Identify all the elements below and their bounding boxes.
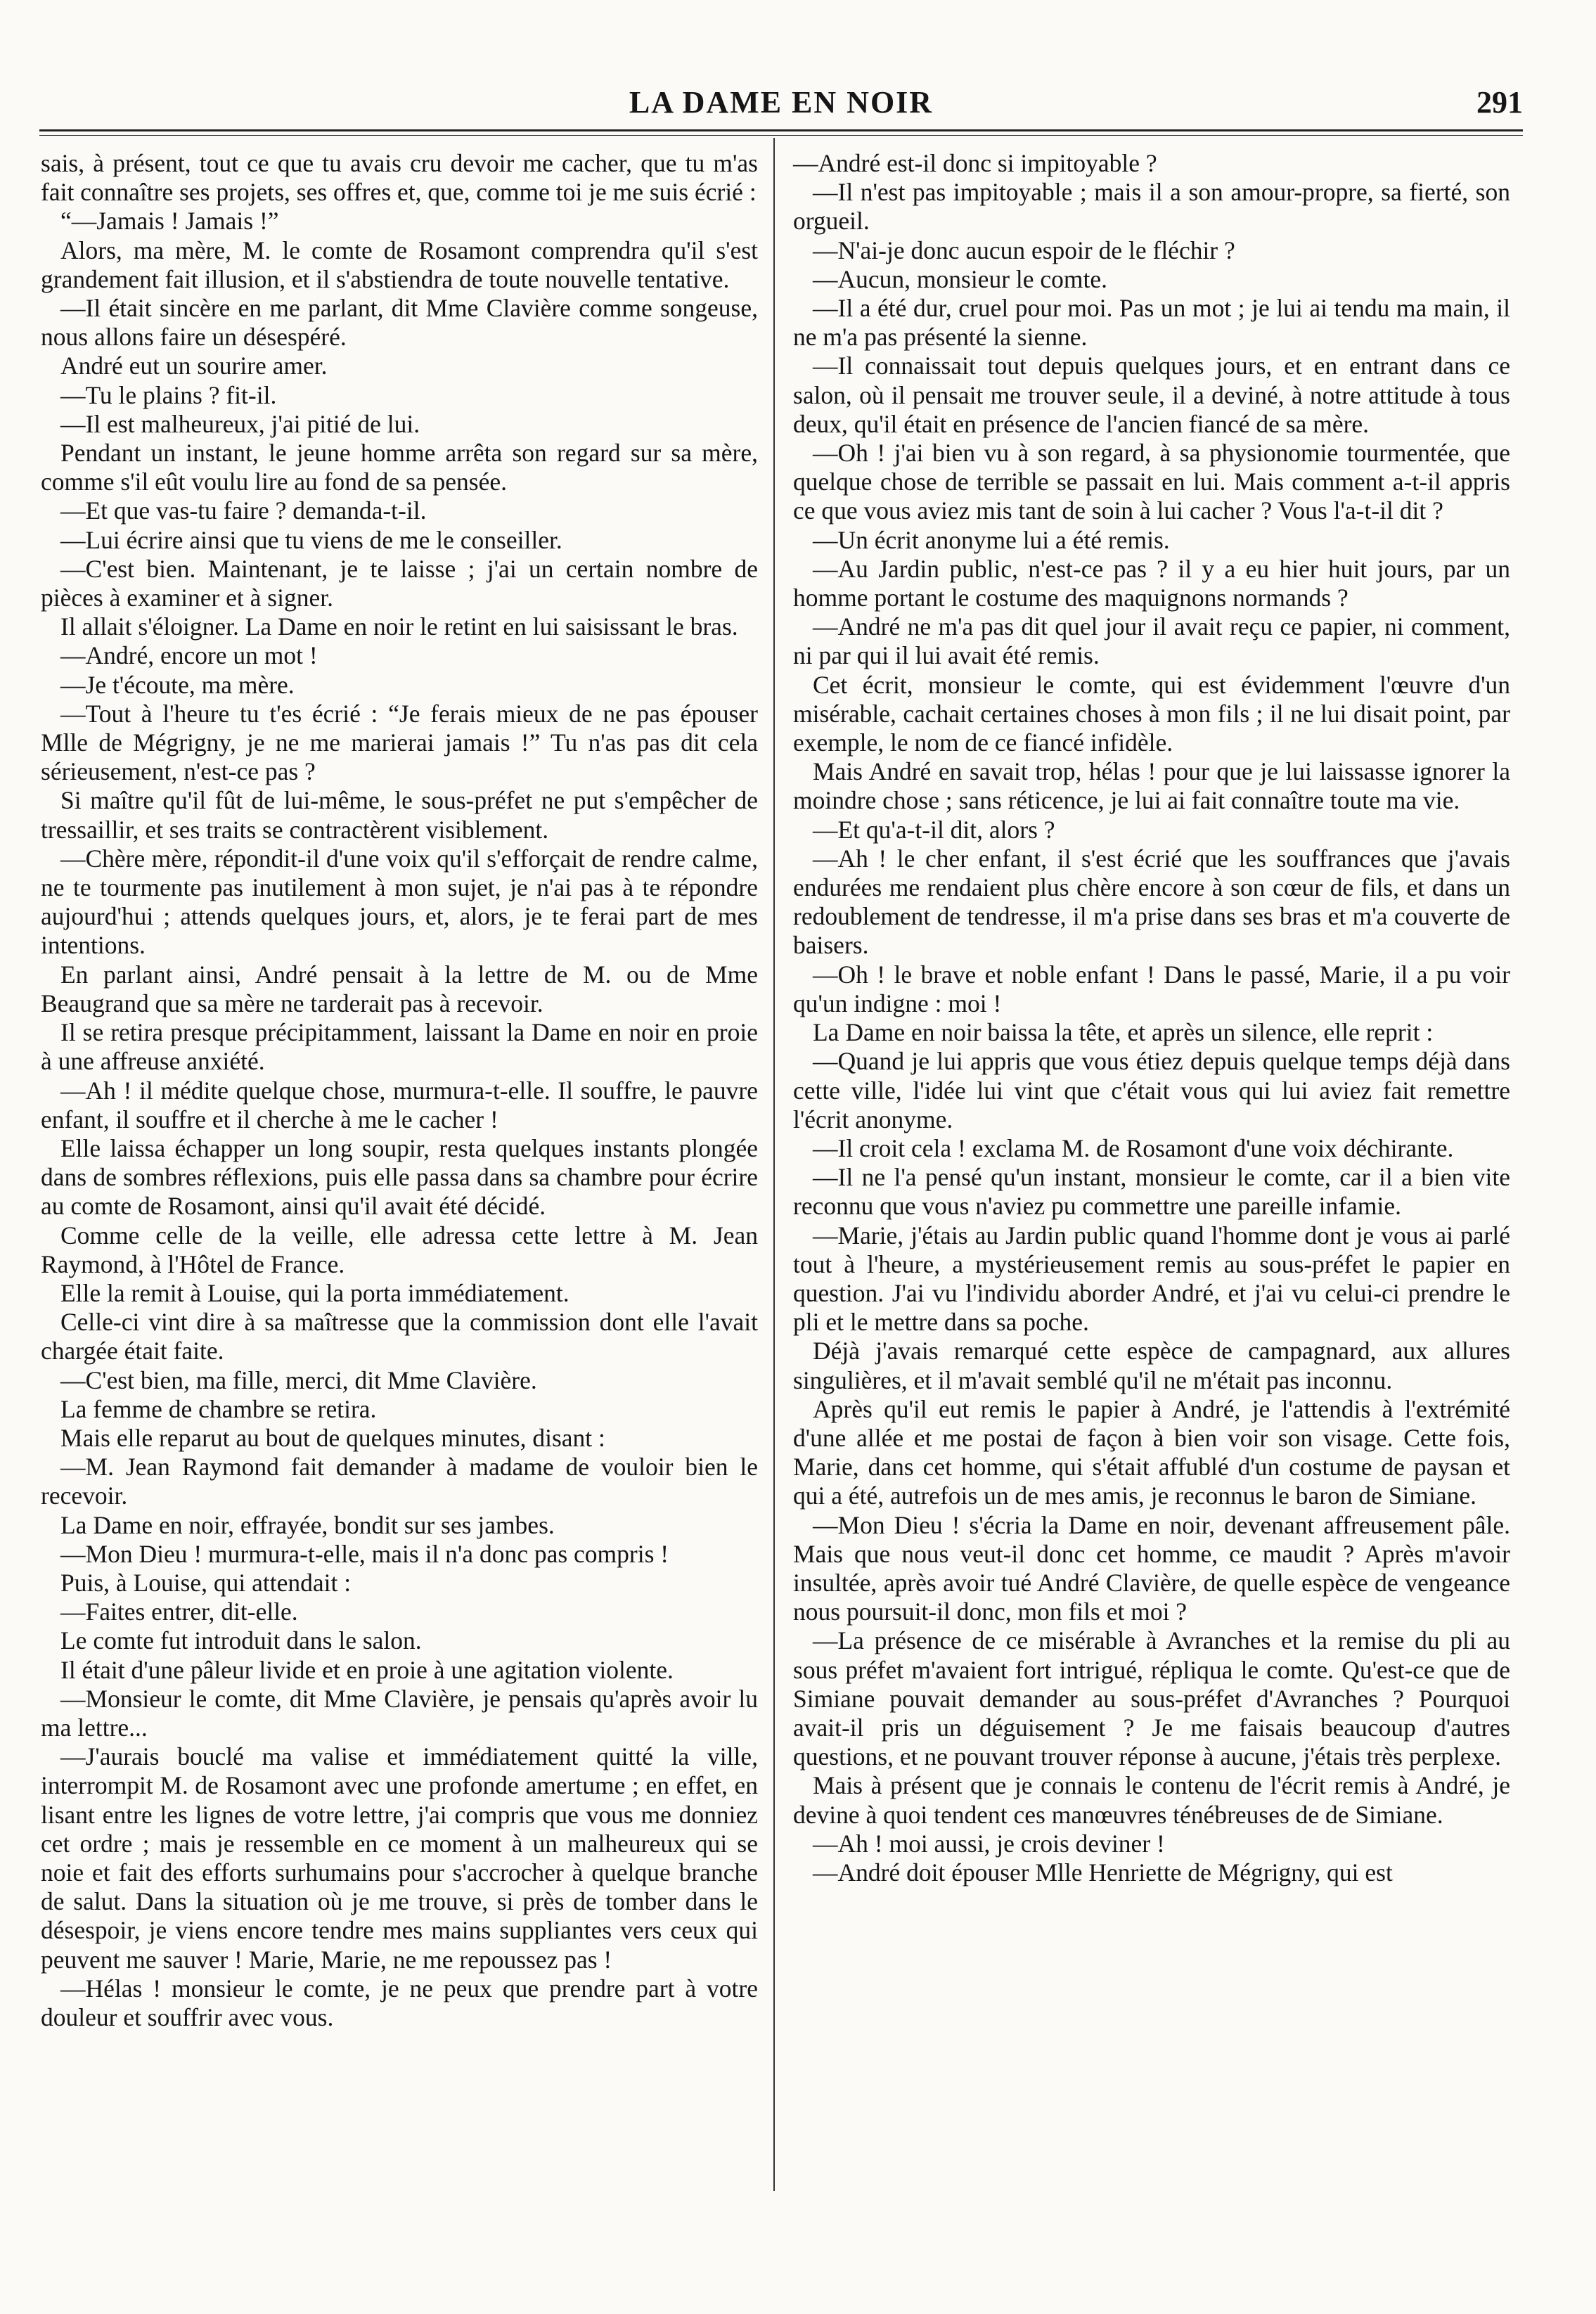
paragraph: —Monsieur le comte, dit Mme Clavière, je pensais qu'après avoir lu ma lettre... [41, 1684, 758, 1742]
paragraph: —Hélas ! monsieur le comte, je ne peux que prendre part à votre douleur et souffrir avec vous. [41, 1974, 758, 2031]
paragraph: Après qu'il eut remis le papier à André, je l'attendis à l'extrémité d'une allée et me postai de façon à bien voir son visage. Cette fois, Marie, dans cet homme, qui s'était affublé d'un costume de paysan et qui a été, autrefois un de mes amis, je reconnus le baron de Simiane. [793, 1394, 1510, 1510]
right-column [793, 149, 1510, 1887]
paragraph: —Au Jardin public, n'est-ce pas ? il y a eu hier huit jours, par un homme portant le costume des maquignons normands ? [793, 554, 1510, 612]
paragraph: Elle laissa échapper un long soupir, resta quelques instants plongée dans de sombres réflexions, puis elle passa dans sa chambre pour écrire au comte de Rosamont, ainsi qu'il avait été décidé. [41, 1133, 758, 1221]
paragraph: —Il croit cela ! exclama M. de Rosamont d'une voix déchirante. [813, 1133, 1454, 1162]
paragraph: —Oh ! le brave et noble enfant ! Dans le passé, Marie, il a pu voir qu'un indigne : moi ! [793, 960, 1510, 1017]
paragraph: —Quand je lui appris que vous étiez depuis quelque temps déjà dans cette ville, l'idée lui vint que c'était vous qui lui aviez fait remettre l'écrit anonyme. [793, 1047, 1510, 1133]
paragraph: —André est-il donc si impitoyable ? [793, 149, 1157, 177]
paragraph: La femme de chambre se retira. [60, 1394, 377, 1423]
paragraph: —Il ne l'a pensé qu'un instant, monsieur le comte, car il a bien vite reconnu que vous n'aviez pu commettre une pareille infamie. [793, 1163, 1510, 1221]
page-number: 291 [1476, 85, 1523, 120]
paragraph: —Tout à l'heure tu t'es écrié : “Je ferais mieux de ne pas épouser Mlle de Mégrigny, je ne me marierai jamais !” Tu n'as pas dit cela sérieusement, n'est-ce pas ? [41, 699, 758, 786]
paragraph: —Et qu'a-t-il dit, alors ? [813, 815, 1055, 844]
left-column [41, 149, 758, 2032]
paragraph: —Lui écrire ainsi que tu viens de me le conseiller. [60, 525, 562, 554]
paragraph: —C'est bien. Maintenant, je te laisse ; j'ai un certain nombre de pièces à examiner et à signer. [41, 554, 758, 612]
paragraph: —Il était sincère en me parlant, dit Mme Clavière comme songeuse, nous allons faire un désespéré. [41, 294, 758, 352]
header-rule [39, 129, 1523, 131]
paragraph: Cet écrit, monsieur le comte, qui est évidemment l'œuvre d'un misérable, cachait certaines choses à mon fils ; il ne lui disait point, par exemple, le nom de ce fiancé infidèle. [793, 670, 1510, 757]
paragraph: Pendant un instant, le jeune homme arrêta son regard sur sa mère, comme s'il eût voulu lire au fond de sa pensée. [41, 439, 758, 496]
paragraph: —M. Jean Raymond fait demander à madame de vouloir bien le recevoir. [41, 1453, 758, 1510]
page-header [39, 84, 1523, 134]
paragraph: —Faites entrer, dit-elle. [60, 1598, 298, 1626]
paragraph: —J'aurais bouclé ma valise et immédiatement quitté la ville, interrompit M. de Rosamont avec une profonde amertume ; en effet, en lisant entre les lignes de votre lettre, j'ai compris que vous me donniez cet ordre ; mais je ressemble en ce moment à un malheureux qui se noie et fait des efforts surhumains pour s'accrocher à quelque branche de salut. Dans la situation où je me trouve, si près de tomber dans le désespoir, je viens encore tendre mes mains suppliantes vers ceux qui peuvent me sauver ! Marie, Marie, ne me repoussez pas ! [41, 1742, 758, 1974]
paragraph: Puis, à Louise, qui attendait : [60, 1568, 352, 1597]
paragraph: —Chère mère, répondit-il d'une voix qu'il s'efforçait de rendre calme, ne te tourmente pas inutilement à mon sujet, je n'ai pas à te répondre aujourd'hui ; attends quelques jours, et, alors, je te ferai part de mes intentions. [41, 844, 758, 960]
paragraph: Il allait s'éloigner. La Dame en noir le retint en lui saisissant le bras. [60, 612, 738, 641]
paragraph: Il se retira presque précipitamment, laissant la Dame en noir en proie à une affreuse anxiété. [41, 1018, 758, 1076]
paragraph: —Tu le plains ? fit-il. [60, 380, 277, 409]
paragraph: —N'ai-je donc aucun espoir de le fléchir ? [813, 236, 1235, 264]
paragraph: —Mon Dieu ! murmura-t-elle, mais il n'a donc pas compris ! [60, 1539, 669, 1568]
paragraph: Alors, ma mère, M. le comte de Rosamont comprendra qu'il s'est grandement fait illusion, et il s'abstiendra de toute nouvelle tentative. [41, 236, 758, 293]
paragraph: —Ah ! le cher enfant, il s'est écrié que les souffrances que j'avais endurées me rendaient plus chère encore à son cœur de fils, et dans un redoublement de tendresse, il m'a prise dans ses bras et m'a couverte de baisers. [793, 844, 1510, 960]
paragraph: —Je t'écoute, ma mère. [60, 670, 295, 699]
paragraph: “—Jamais ! Jamais !” [60, 207, 279, 236]
column-divider [773, 138, 775, 2191]
paragraph: —Oh ! j'ai bien vu à son regard, à sa physionomie tourmentée, que quelque chose de terrible se passait en lui. Mais comment a-t-il appris ce que vous aviez mis tant de soin à lui cacher ? Vous l'a-t-il dit ? [793, 439, 1510, 525]
paragraph: —Et que vas-tu faire ? demanda-t-il. [60, 496, 427, 525]
paragraph: —Un écrit anonyme lui a été remis. [813, 525, 1170, 554]
paragraph: —André ne m'a pas dit quel jour il avait reçu ce papier, ni comment, ni par qui il lui avait été remis. [793, 612, 1510, 670]
paragraph: Si maître qu'il fût de lui-même, le sous-préfet ne put s'empêcher de tressaillir, et ses traits se contractèrent visiblement. [41, 786, 758, 844]
paragraph: —Ah ! il médite quelque chose, murmura-t-elle. Il souffre, le pauvre enfant, il souffre et il cherche à me le cacher ! [41, 1076, 758, 1133]
paragraph: Mais André en savait trop, hélas ! pour que je lui laissasse ignorer la moindre chose ; sans réticence, je lui ai fait connaître toute ma vie. [793, 757, 1510, 815]
paragraph: Comme celle de la veille, elle adressa cette lettre à M. Jean Raymond, à l'Hôtel de France. [41, 1221, 758, 1278]
paragraph: —La présence de ce misérable à Avranches et la remise du pli au sous préfet m'avaient fort intrigué, répliqua le comte. Qu'est-ce que de Simiane pouvait demander au sous-préfet d'Avranches ? Pourquoi avait-il pris un déguisement ? Je me faisais beaucoup d'autres questions, et ne pouvant trouver réponse à aucune, j'étais très perplexe. [793, 1626, 1510, 1771]
paragraph: —C'est bien, ma fille, merci, dit Mme Clavière. [60, 1365, 537, 1394]
paragraph: —Aucun, monsieur le comte. [813, 264, 1107, 293]
paragraph: —Il est malheureux, j'ai pitié de lui. [60, 409, 420, 438]
paragraph: —Il connaissait tout depuis quelques jours, et en entrant dans ce salon, où il pensait me trouver seule, il a deviné, à notre attitude à tous deux, qu'il était en présence de l'ancien fiancé de sa mère. [793, 352, 1510, 438]
paragraph: —André doit épouser Mlle Henriette de Mégrigny, qui est [813, 1858, 1393, 1886]
paragraph: En parlant ainsi, André pensait à la lettre de M. ou de Mme Beaugrand que sa mère ne tarderait pas à recevoir. [41, 960, 758, 1017]
header-rule-thin [39, 135, 1523, 136]
paragraph: —André, encore un mot ! [60, 641, 318, 670]
paragraph: Elle la remit à Louise, qui la porta immédiatement. [60, 1278, 569, 1307]
paragraph: La Dame en noir baissa la tête, et après un silence, elle reprit : [813, 1018, 1434, 1047]
paragraph: —Mon Dieu ! s'écria la Dame en noir, devenant affreusement pâle. Mais que nous veut-il donc cet homme, ce maudit ? Après m'avoir insultée, après avoir tué André Clavière, de quelle espèce de vengeance nous poursuit-il donc, mon fils et moi ? [793, 1510, 1510, 1626]
paragraph: —Ah ! moi aussi, je crois deviner ! [813, 1829, 1165, 1858]
paragraph: La Dame en noir, effrayée, bondit sur ses jambes. [60, 1510, 555, 1539]
paragraph: André eut un sourire amer. [60, 352, 328, 380]
paragraph: —Il n'est pas impitoyable ; mais il a son amour-propre, sa fierté, son orgueil. [793, 178, 1510, 236]
paragraph: Déjà j'avais remarqué cette espèce de campagnard, aux allures singulières, et il m'avait semblé qu'il ne m'était pas inconnu. [793, 1337, 1510, 1394]
paragraph: sais, à présent, tout ce que tu avais cru devoir me cacher, que tu m'as fait connaître ses projets, ses offres et, que, comme toi je me suis écrié : [41, 149, 758, 207]
paragraph: Celle-ci vint dire à sa maîtresse que la commission dont elle l'avait chargée était faite. [41, 1308, 758, 1365]
running-title: LA DAME EN NOIR [629, 85, 934, 120]
paragraph: Mais elle reparut au bout de quelques minutes, disant : [60, 1423, 605, 1452]
paragraph: —Il a été dur, cruel pour moi. Pas un mot ; je lui ai tendu ma main, il ne m'a pas présenté la sienne. [793, 294, 1510, 352]
paragraph: Il était d'une pâleur livide et en proie à une agitation violente. [60, 1655, 674, 1684]
paragraph: Le comte fut introduit dans le salon. [60, 1626, 422, 1655]
paragraph: —Marie, j'étais au Jardin public quand l'homme dont je vous ai parlé tout à l'heure, a mystérieusement remis au sous-préfet le papier en question. J'ai vu l'individu aborder André, et j'ai vu celui-ci prendre le pli et le mettre dans sa poche. [793, 1221, 1510, 1337]
paragraph: Mais à présent que je connais le contenu de l'écrit remis à André, je devine à quoi tendent ces manœuvres ténébreuses de de Simiane. [793, 1771, 1510, 1829]
